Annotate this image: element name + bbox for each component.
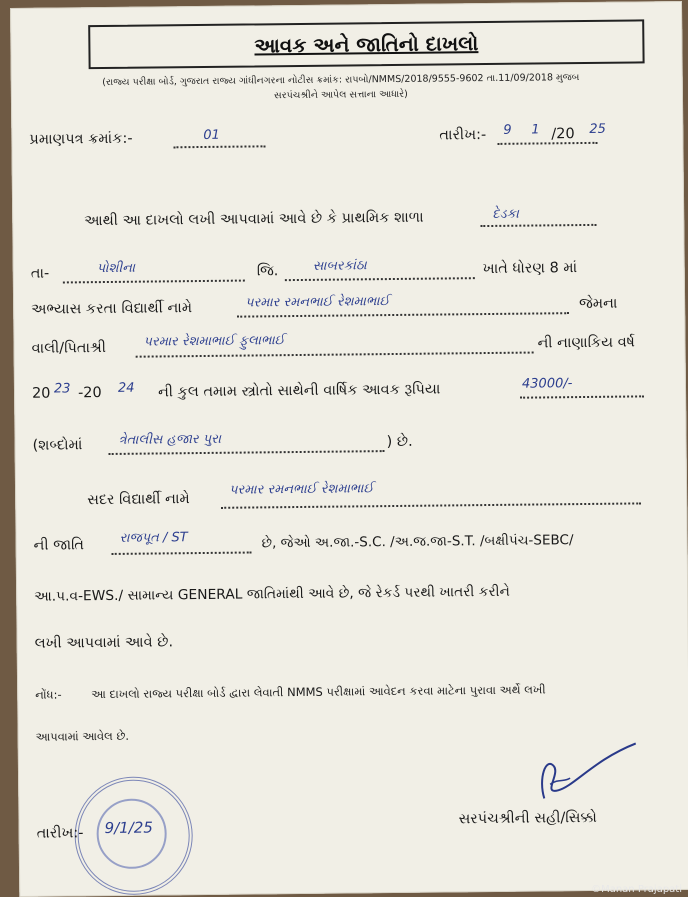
caste-label: ની જાતિ <box>33 537 85 554</box>
body-line9: આ.પ.વ-EWS./ સામાન્ય GENERAL જાતિમાંથી આવે છે, જે રેકર્ડ પરથી ખાતરી કરીને <box>34 583 510 605</box>
subnote <box>41 69 641 105</box>
certificate-number-value: 01 <box>203 127 220 143</box>
body-line5-mid: ની કુલ તમામ સ્ત્રોતો સાથેની વાર્ષિક આવક રૂપિયા <box>157 381 441 401</box>
subnote-line2: સરપંચશ્રીને આપેલ સત્તાના આધારે) <box>273 88 408 102</box>
certificate-number-label: પ્રમાણપત્ર ક્રમાંક:- <box>29 130 133 148</box>
taluka-value: પોશીના <box>96 260 136 277</box>
guardian-label: વાલી/પિતાશ્રી <box>31 340 107 357</box>
dotted-line <box>285 277 475 281</box>
page-title: આવક અને જાતિનો દાખલો <box>254 31 479 58</box>
caste-suffix: છે, જેઓ અ.જા.-S.C. /અ.જ.જા-S.T. /બક્ષીપંચ-SEBC/ <box>261 532 574 552</box>
year-from: 23 <box>53 381 71 397</box>
student-name-value: પરમાર રમનભાઈ રેશમાભાઈ <box>245 294 390 311</box>
ji-label: જિ. <box>256 263 279 280</box>
signature-mark <box>524 737 655 808</box>
dotted-line <box>136 352 534 358</box>
date-month: 1 <box>531 122 540 138</box>
date-year-suffix: 25 <box>589 121 606 137</box>
body-line3-suffix: જેમના <box>579 295 618 313</box>
subnote-line1: (રાજ્ય પરીક્ષા બોર્ડ, ગુજરાત રાજ્ય ગાંધીનગરના નોટીસ ક્રમાંક: રાપબો/NMMS/2018/9555-9602 તા.11/09/2018 મુજબ <box>102 72 580 89</box>
income-words-value: ત્રેતાલીસ હજાર પુરા <box>118 431 222 448</box>
watermark: ©Manan Prajapati <box>591 884 682 895</box>
dotted-line <box>63 280 245 284</box>
body-line7-prefix: સદર વિદ્યાર્થી નામે <box>87 491 190 509</box>
ta-label: તા- <box>30 265 50 282</box>
certificate-paper <box>10 1 688 897</box>
footer-date-value: 9/1/25 <box>104 818 153 838</box>
dotted-line <box>112 551 252 554</box>
signature-label: સરપંચશ્રીની સહી/સિક્કો <box>458 809 597 828</box>
student-name-value-2: પરમાર રમનભાઈ રેશમાભાઈ <box>228 481 374 498</box>
dotted-line <box>497 142 597 145</box>
dotted-line <box>237 312 569 317</box>
dotted-line <box>109 450 385 455</box>
dotted-line <box>221 502 641 508</box>
body-line2-suffix: ખાતે ધોરણ 8 માં <box>482 260 578 278</box>
guardian-value: પરમાર રેશમાભાઈ ફુલાભાઈ <box>143 333 285 350</box>
body-line1: આથી આ દાખલો લખી આપવામાં આવે છે કે પ્રાથમિક શાળા <box>84 209 424 230</box>
dotted-line <box>480 224 596 227</box>
body-line10: લખી આપવામાં આવે છે. <box>34 634 174 652</box>
title-box <box>88 19 644 69</box>
words-suffix: ) છે. <box>386 433 413 451</box>
district-value: સાબરકાંઠા <box>312 258 367 274</box>
income-value: 43000/- <box>521 376 573 392</box>
dotted-line <box>520 395 644 398</box>
date-day: 9 <box>503 122 512 138</box>
school-value: દેડકા <box>492 206 520 222</box>
date-label: તારીખ:- <box>439 127 487 144</box>
words-prefix: (શબ્દોમાં <box>32 437 83 454</box>
year-mid: -20 <box>77 385 102 402</box>
note-line2: આપવામાં આવેલ છે. <box>35 728 130 744</box>
body-line3-prefix: અભ્યાસ કરતા વિદ્યાર્થી નામે <box>31 300 193 318</box>
year-prefix: 20 <box>31 385 51 402</box>
date-year-prefix: /20 <box>551 126 575 143</box>
caste-value: રાજપૂત / ST <box>119 530 188 546</box>
footer-date-label: તારીખ:- <box>36 825 84 842</box>
note-label: નોંધ:- <box>35 687 62 702</box>
dotted-line <box>173 145 265 148</box>
year-to: 24 <box>117 380 135 396</box>
note-line1: આ દાખલો રાજ્ય પરીક્ષા બોર્ડ દ્વારા લેવાતી NMMS પરીક્ષામાં આવેદન કરવા માટેના પુરાવા અર્થે લખી <box>91 682 546 702</box>
body-line4-suffix: ની નાણાકિય વર્ષ <box>537 334 635 352</box>
